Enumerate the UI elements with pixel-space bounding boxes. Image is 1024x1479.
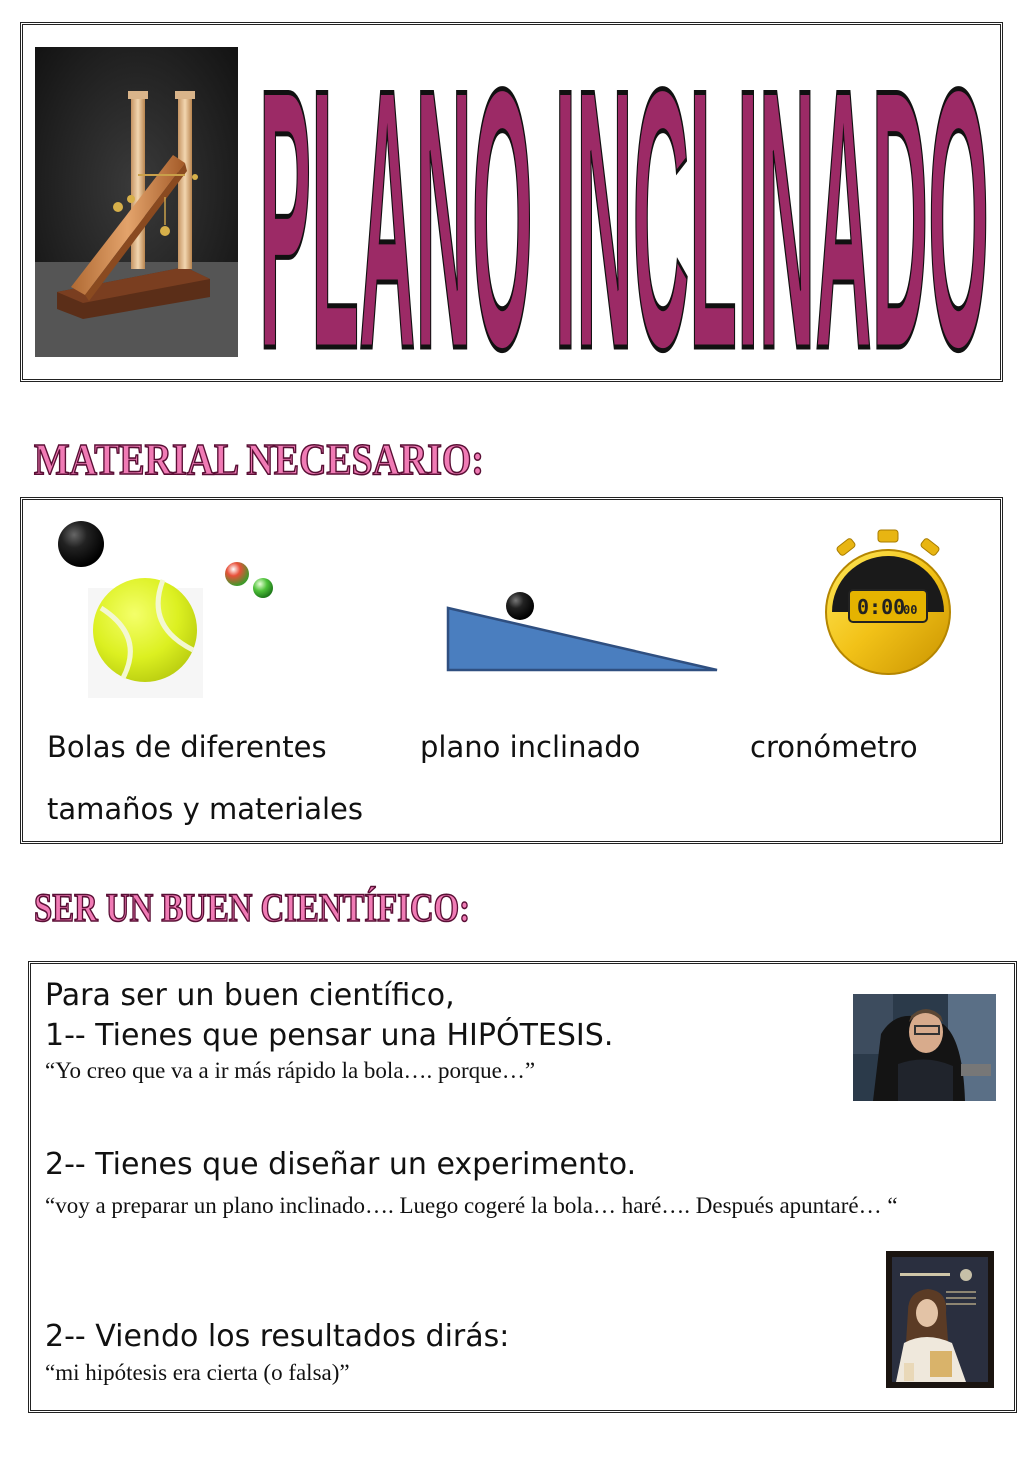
scientist-heading-text: SER UN BUEN CIENTÍFICO: bbox=[34, 885, 471, 930]
material-heading bbox=[30, 428, 500, 484]
stopwatch-display-small: 00 bbox=[903, 603, 918, 617]
step-3-quote: “mi hipótesis era cierta (o falsa)” bbox=[45, 1360, 350, 1385]
step-3-text: 2-- Viendo los resultados dirás: bbox=[45, 1319, 510, 1354]
material-heading-text: MATERIAL NECESARIO: bbox=[34, 435, 484, 484]
inclined-plane-icon bbox=[443, 588, 723, 678]
step-2-quote: “voy a preparar un plano inclinado…. Luego cogeré la bola… haré…. Después apuntaré… “ bbox=[45, 1193, 898, 1218]
title-banner bbox=[20, 13, 1003, 426]
scientist-portrait-poster-photo bbox=[886, 1251, 994, 1388]
step-1-text: 1-- Tienes que pensar una HIPÓTESIS. bbox=[45, 1018, 614, 1053]
page-title-text: PLANO INCLINADO bbox=[259, 13, 989, 426]
page-title bbox=[255, 13, 993, 426]
step-2-text: 2-- Tienes que diseñar un experimento. bbox=[45, 1147, 637, 1182]
scientist-wheelchair-photo bbox=[853, 994, 996, 1101]
inclined-plane-apparatus-photo bbox=[35, 47, 238, 357]
intro-text: Para ser un buen científico, bbox=[45, 978, 455, 1013]
step-1-quote: “Yo creo que va a ir más rápido la bola…. porque…” bbox=[45, 1058, 536, 1083]
stopwatch-display: 0:00 bbox=[857, 595, 906, 619]
material-box bbox=[20, 497, 1003, 844]
stopwatch-icon bbox=[823, 528, 953, 683]
caption-balls: Bolas de diferentes tamaños y materiales bbox=[47, 730, 363, 826]
caption-inclined-plane: plano inclinado bbox=[420, 730, 641, 764]
scientist-heading bbox=[30, 879, 480, 931]
caption-stopwatch: cronómetro bbox=[750, 730, 918, 764]
balls-icon bbox=[53, 518, 293, 698]
scientist-box bbox=[28, 961, 1017, 1413]
